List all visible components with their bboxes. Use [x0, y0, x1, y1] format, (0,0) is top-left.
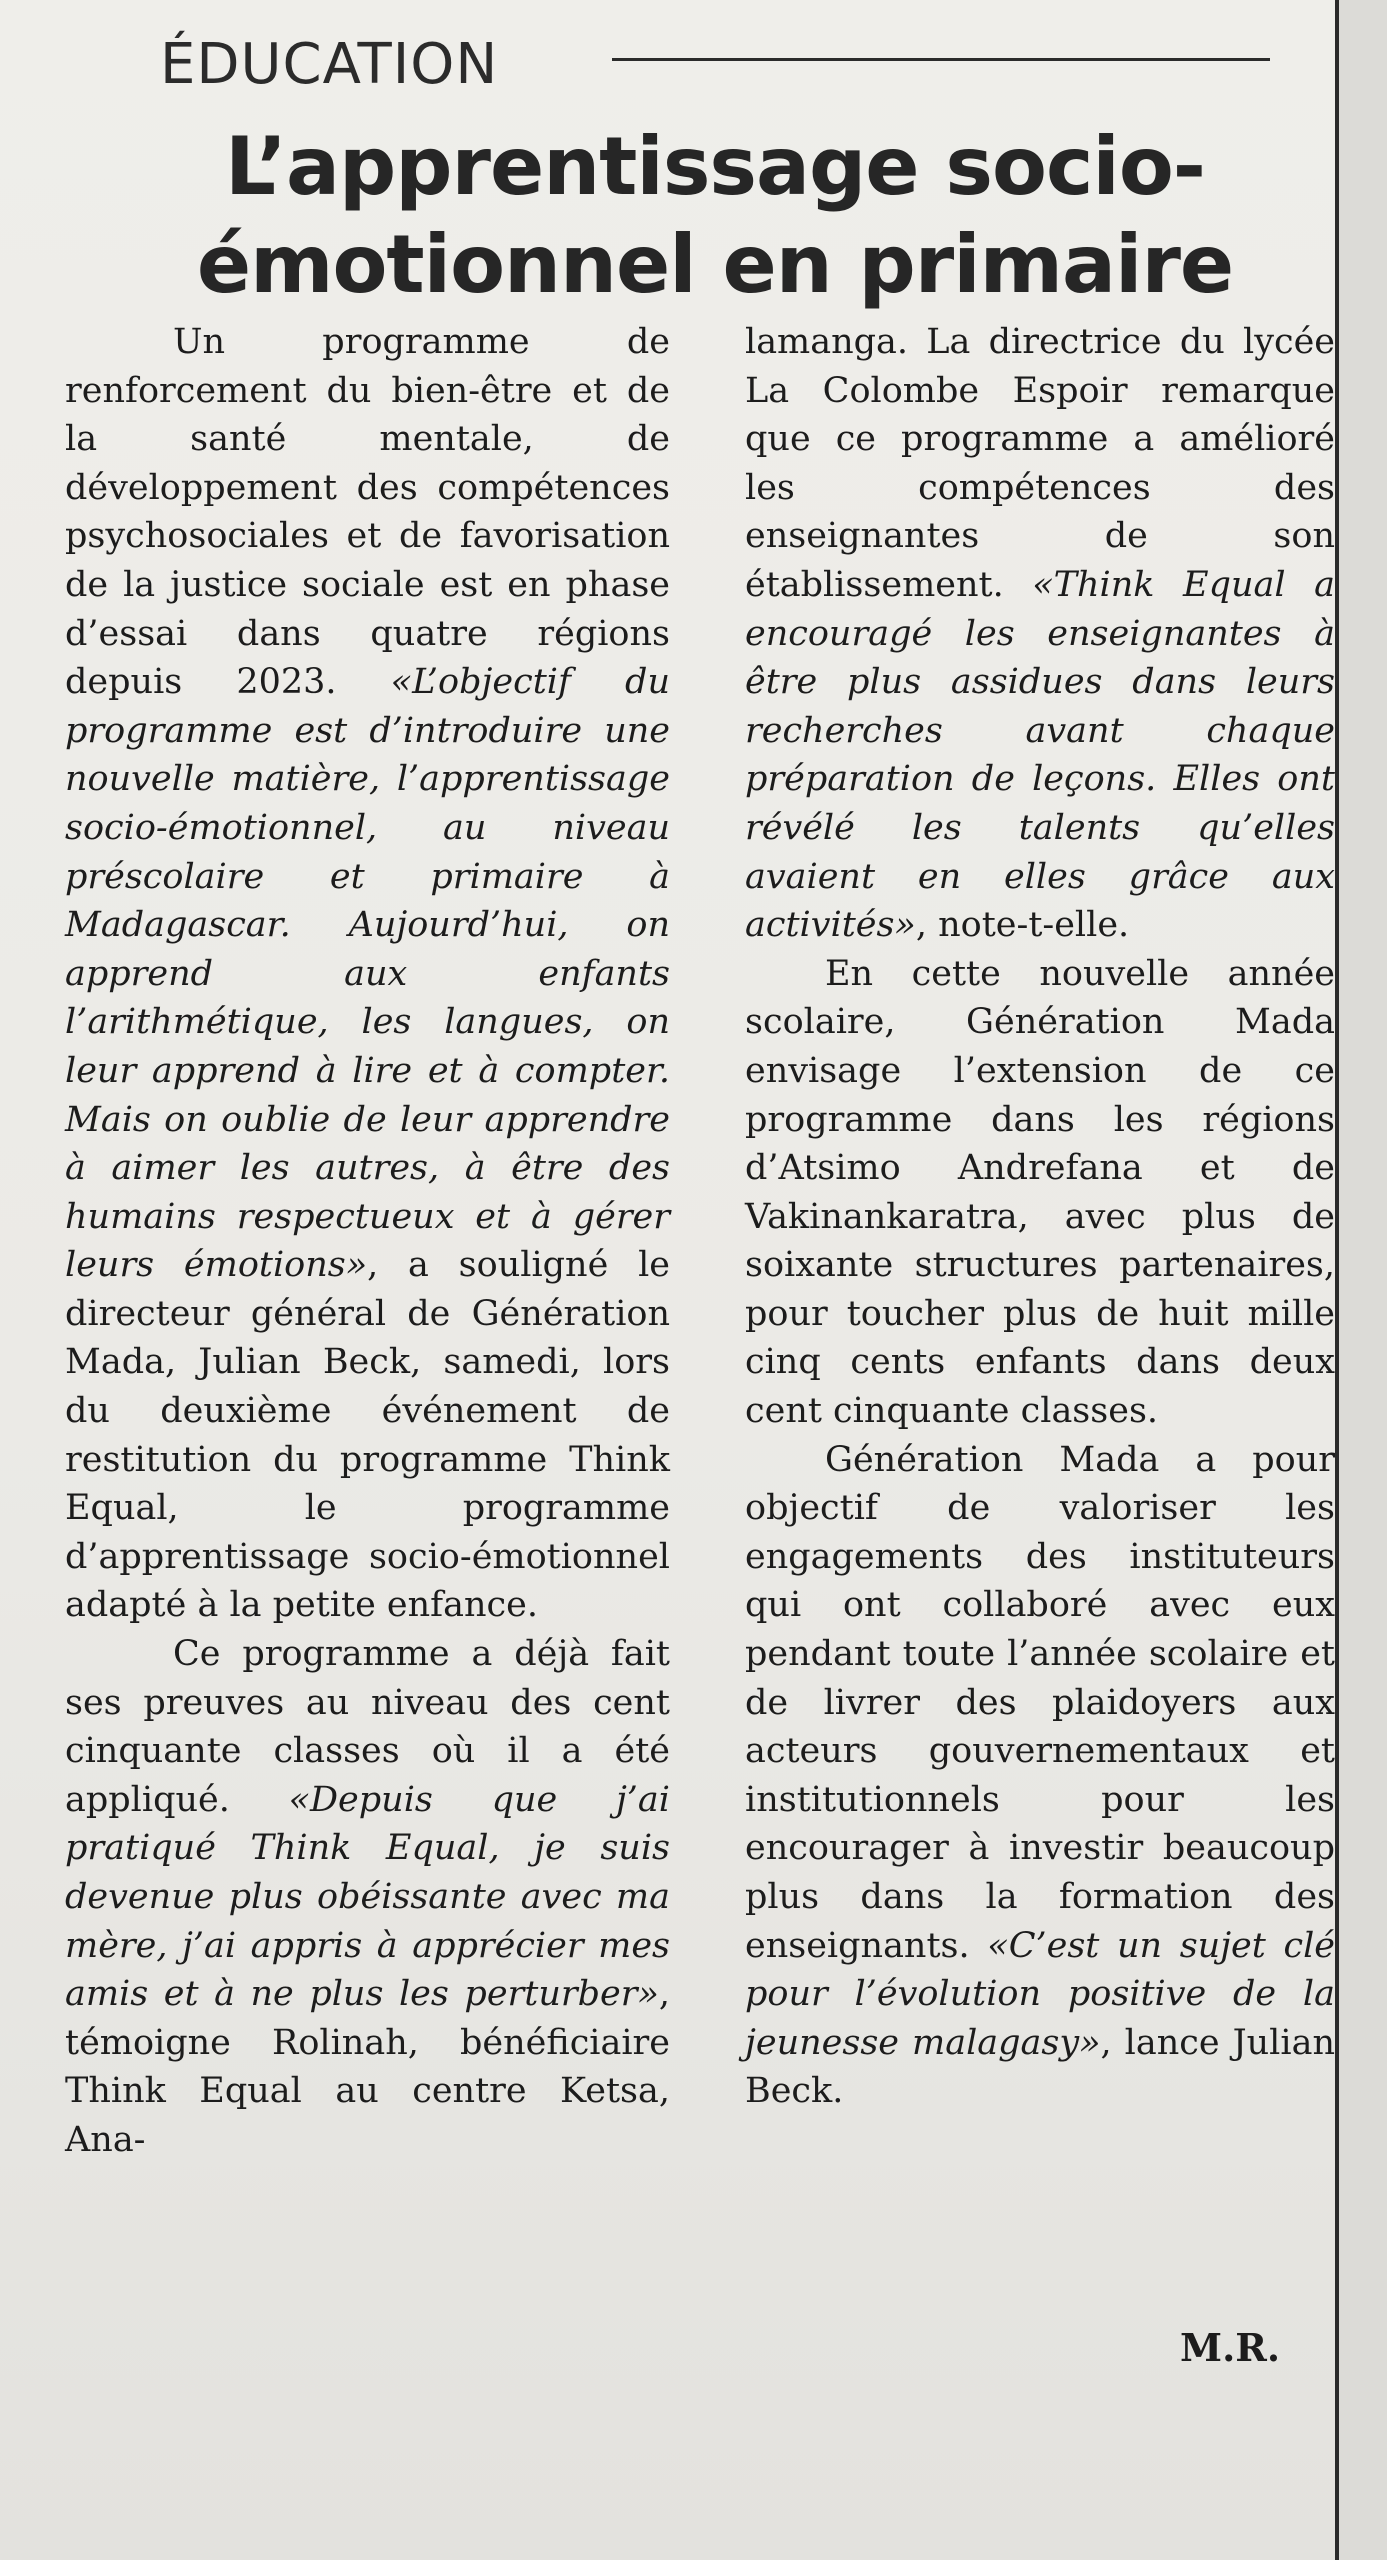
page-margin: [1339, 0, 1387, 2560]
paragraph: [745, 318, 1335, 950]
text-run: Génération Mada a pour objectif de valoriser les engagements des instituteurs qui ont collaboré avec eux pendant toute l’année scolaire et de livrer des plaidoyers aux acteurs gouvernementaux et institutionnels pour les encourager à investir beaucoup plus dans la formation des enseignants.: [745, 1439, 1335, 1966]
quote: «L’objectif du programme est d’introduire une nouvelle matière, l’apprentissage socio-émotionnel, au niveau préscolaire et primaire à Madagascar. Aujourd’hui, on apprend aux enfants l’arithmétique, les langues, on leur apprend à lire et à compter. Mais on oublie de leur apprendre à aimer les autres, à être des humains respectueux et à gérer leurs émotions»: [65, 662, 670, 1286]
text-run: lamanga. La directrice du lycée La Colombe Espoir remarque que ce programme a amélioré les compétences des enseignantes de son établissement.: [745, 322, 1335, 605]
paragraph: En cette nouvelle année scolaire, Génération Mada envisage l’extension de ce programme dans les régions d’Atsimo Andrefana et de Vakinankaratra, avec plus de soixante structures partenaires, pour toucher plus de huit mille cinq cents enfants dans deux cent cinquante classes.: [745, 953, 1335, 1432]
text-run: Ce programme a déjà fait ses preuves au niveau des cent cinquante classes où il a été appliqué.: [65, 1634, 670, 1820]
text-run: , lance Julian Beck.: [745, 2022, 1335, 2112]
article-column-left: [65, 318, 670, 2165]
paragraph: [65, 1630, 670, 2165]
text-run: , note-t-elle.: [915, 905, 1130, 946]
text-run: Un programme de renforcement du bien-être et de la santé mentale, de développement des compétences psychosociales et de favorisation de la justice sociale est en phase d’essai dans quatre régions depuis 2023.: [65, 322, 670, 703]
text-run: , témoigne Rolinah, bénéficiaire Think Equal au centre Ketsa, Ana-: [65, 1974, 670, 2160]
article-column-right: [745, 318, 1335, 2116]
quote: «Depuis que j’ai pratiqué Think Equal, je suis devenue plus obéissante avec ma mère, j’ai appris à apprécier mes amis et à ne plus les perturber»: [65, 1779, 670, 2015]
paragraph: [745, 1436, 1335, 2116]
text-run: , a souligné le directeur général de Génération Mada, Julian Beck, samedi, lors du deuxième événement de restitution du programme Think Equal, le programme d’apprentissage socio-émotionnel adapté à la petite enfance.: [65, 1245, 670, 1626]
section-divider: [612, 58, 1270, 61]
article-headline: L’apprentissage socio-émotionnel en primaire: [196, 120, 1234, 311]
paragraph: [65, 318, 670, 1630]
section-label: ÉDUCATION: [160, 32, 499, 97]
quote: «Think Equal a encouragé les enseignantes à être plus assidues dans leurs recherches avant chaque préparation de leçons. Elles ont révélé les talents qu’elles avaient en elles grâce aux activités»: [745, 564, 1335, 946]
author-signature: M.R.: [1180, 2325, 1281, 2370]
quote: «C’est un sujet clé pour l’évolution positive de la jeunesse malagasy»: [745, 1925, 1335, 2063]
